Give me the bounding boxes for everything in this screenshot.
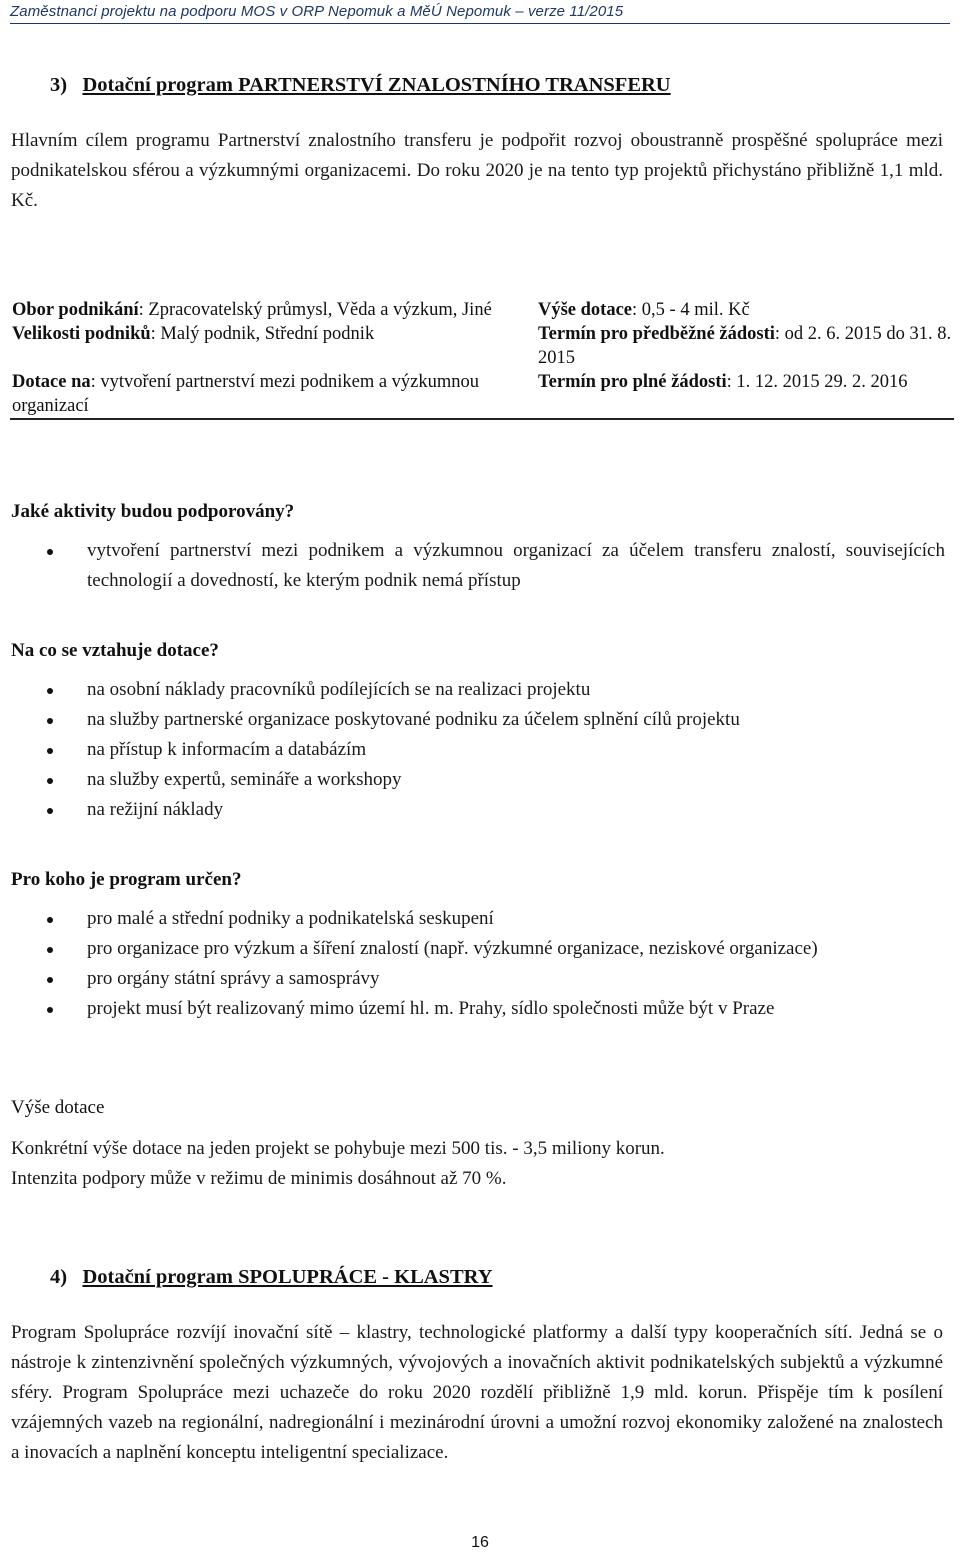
termin-plne-cell — [524, 370, 954, 419]
running-header: Zaměstnanci projektu na podporu MOS v ORP Nepomuk a MěÚ Nepomuk – verze 11/2015 — [10, 3, 950, 24]
activities-heading: Jaké aktivity budou podporovány? — [11, 501, 295, 522]
list-item-text: vytvoření partnerství mezi podnikem a výzkumnou organizací za účelem transferu znalostí, souvisejících technologií a dovedností, ke kterým podnik nemá přístup — [87, 540, 945, 591]
dotace-na-value: : vytvoření partnerství mezi podnikem a výzkumnou organizací — [12, 372, 480, 416]
section-4-title — [50, 1265, 493, 1289]
target-heading: Pro koho je program určen? — [11, 869, 242, 890]
list-item-text: pro organizace pro výzkum a šíření znalostí (např. výzkumné organizace, neziskové organizace) — [87, 938, 818, 959]
velikost-label: Velikosti podniků — [12, 324, 151, 344]
termin-predbezne-label: Termín pro předběžné žádosti — [538, 324, 775, 344]
vyse-cell — [524, 298, 954, 322]
list-item — [47, 536, 945, 596]
section-3-title-text: Dotační program PARTNERSTVÍ ZNALOSTNÍHO TRANSFERU — [82, 74, 671, 96]
bullet-icon — [47, 1007, 53, 1013]
list-item — [47, 765, 945, 795]
list-item — [47, 705, 945, 735]
list-item — [47, 795, 945, 825]
amount-line-2: Intenzita podpory může v režimu de minimis dosáhnout až 70 %. — [11, 1168, 507, 1189]
velikost-cell — [10, 322, 524, 370]
amount-heading: Výše dotace — [11, 1097, 105, 1118]
list-item-text: na režijní náklady — [87, 799, 224, 820]
list-item-text: projekt musí být realizovaný mimo území hl. m. Prahy, sídlo společnosti může být v Praze — [87, 998, 775, 1019]
list-item-text: na služby partnerské organizace poskytované podniku za účelem splnění cílů projektu — [87, 709, 740, 730]
bullet-icon — [47, 917, 53, 923]
section-3-title — [50, 73, 671, 97]
termin-predbezne-value: : od 2. 6. 2015 do 31. 8. 2015 — [538, 324, 952, 368]
list-item-text: na přístup k informacím a databázím — [87, 739, 367, 760]
amount-line-1: Konkrétní výše dotace na jeden projekt se pohybuje mezi 500 tis. - 3,5 miliony korun. — [11, 1138, 665, 1159]
bullet-icon — [47, 808, 53, 814]
covers-heading: Na co se vztahuje dotace? — [11, 640, 219, 661]
dotace-na-cell — [10, 370, 524, 419]
obor-label: Obor podnikání — [12, 300, 139, 320]
list-item-text: na osobní náklady pracovníků podílejících se na realizaci projektu — [87, 679, 591, 700]
list-item — [47, 994, 945, 1024]
section-3-intro: Hlavním cílem programu Partnerství znalostního transferu je podpořit rozvoj oboustranně prospěšné spolupráce mezi podnikatelskou sférou a výzkumnými organizacemi. Do roku 2020 je na tento typ projektů přichystáno přibližně 1,1 mld. Kč. — [11, 130, 943, 211]
section-4-title-text: Dotační program SPOLUPRÁCE - KLASTRY — [82, 1266, 493, 1288]
bullet-icon — [47, 549, 53, 555]
bullet-icon — [47, 947, 53, 953]
bullet-icon — [47, 778, 53, 784]
vyse-value: : 0,5 - 4 mil. Kč — [632, 300, 750, 320]
obor-value: : Zpracovatelský průmysl, Věda a výzkum, Jiné — [138, 300, 492, 320]
termin-plne-label: Termín pro plné žádosti — [538, 372, 727, 392]
section-3-number: 3) — [50, 74, 68, 96]
vyse-label: Výše dotace — [538, 300, 633, 320]
dotace-na-label: Dotace na — [12, 372, 91, 392]
list-item — [47, 964, 945, 994]
velikost-value: : Malý podnik, Střední podnik — [150, 324, 375, 344]
list-item — [47, 904, 945, 934]
page-number: 16 — [471, 1534, 489, 1551]
obor-cell — [10, 298, 524, 322]
activities-list — [47, 536, 945, 596]
section-4-number: 4) — [50, 1266, 68, 1288]
section-4-intro: Program Spolupráce rozvíjí inovační sítě – klastry, technologické platformy a další typy kooperačních sítí. Jedná se o nástroje k zintenzivnění společných výzkumných, vývojových a inovačních aktivit podnikatelských subjektů a výzkumné sféry. Program Spolupráce mezi uchazeče do roku 2020 rozdělí přibližně 1,9 mld. korun. Přispěje tím k posílení vzájemných vazeb na regionální, nadregionální i mezinárodní úrovni a umožní rozvoj ekonomiky založené na znalostech a inovacích a naplnění konceptu inteligentní specializace. — [11, 1322, 943, 1463]
list-item-text: pro orgány státní správy a samosprávy — [87, 968, 380, 989]
target-list — [47, 904, 945, 1024]
covers-list — [47, 675, 945, 825]
list-item-text: pro malé a střední podniky a podnikatelská seskupení — [87, 908, 494, 929]
list-item — [47, 934, 945, 964]
termin-plne-value: : 1. 12. 2015 29. 2. 2016 — [726, 372, 908, 392]
termin-predbezne-cell — [524, 322, 954, 370]
bullet-icon — [47, 688, 53, 694]
list-item — [47, 675, 945, 705]
program-info-table — [10, 298, 954, 420]
bullet-icon — [47, 718, 53, 724]
list-item — [47, 735, 945, 765]
bullet-icon — [47, 748, 53, 754]
bullet-icon — [47, 977, 53, 983]
list-item-text: na služby expertů, semináře a workshopy — [87, 769, 402, 790]
